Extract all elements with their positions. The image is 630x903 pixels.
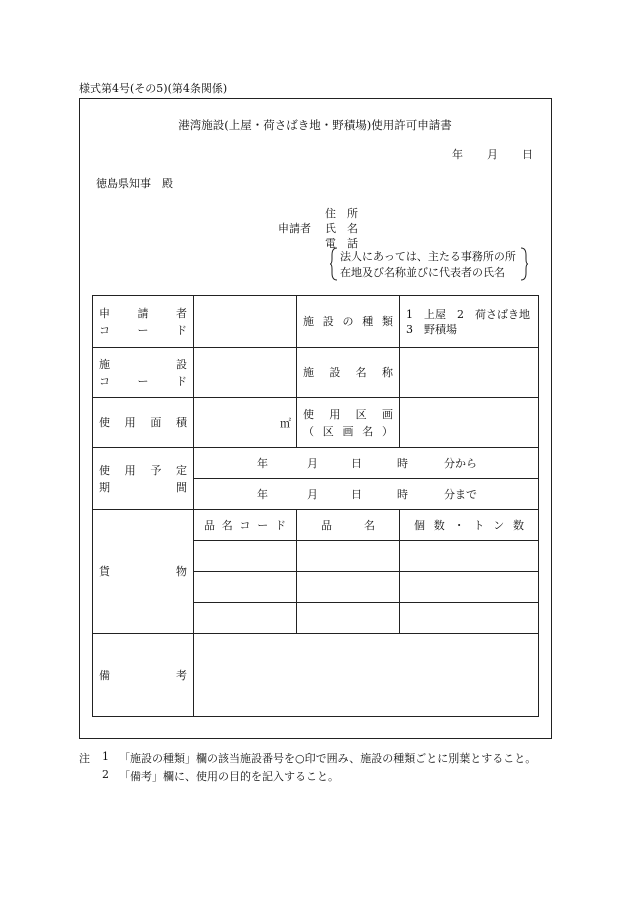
facility-type-opt1: 1 上屋 2 荷さばき地 [406,307,530,321]
facility-name-input[interactable] [400,348,539,398]
section-input[interactable] [400,398,539,448]
cargo-name-cell[interactable] [297,603,400,634]
facility-code-label [93,348,194,398]
cargo-header-code-text: 品 名 コ ー ド [204,518,286,532]
cargo-code-cell[interactable] [194,541,297,572]
section-label [297,398,400,448]
cargo-text: 貨 物 [99,565,187,578]
period-to-day: 日 [351,488,362,501]
period-line2: 期 間 [99,480,187,494]
period-from-hour: 時 [397,457,408,470]
applicant-code-line2: コ ー ド [99,323,187,337]
remarks-input[interactable] [194,634,539,717]
area-label [93,398,194,448]
period-to-hour: 時 [397,488,408,501]
period-from-month: 月 [307,457,318,470]
period-label [93,448,194,510]
form-reference: 様式第4号(その5)(第4条関係) [79,82,228,95]
facility-type-options[interactable] [400,296,539,348]
applicant-phone-label: 電 話 [325,237,358,250]
cargo-label [93,510,194,634]
facility-code-line1: 施 設 [99,357,187,371]
remarks-text: 備 考 [99,668,187,682]
period-to-input[interactable] [194,479,539,510]
facility-code-input[interactable] [194,348,297,398]
area-text: 使 用 面 積 [99,416,187,429]
note-1-number: 1 [102,750,109,763]
addressee: 徳島県知事 殿 [96,177,173,190]
period-from-row [194,455,538,471]
period-to-minute: 分まで [444,488,477,501]
note-prefix: 注 [79,752,90,765]
cargo-code-cell[interactable] [194,603,297,634]
cargo-qty-cell[interactable] [400,572,539,603]
facility-code-line2: コ ー ド [99,374,187,388]
cargo-header-code [194,510,297,541]
applicant-code-input[interactable] [194,296,297,348]
note-2-number: 2 [102,768,109,781]
date-day: 日 [522,148,533,161]
period-to-month: 月 [307,488,318,501]
note-2-text: 「備考」欄に、使用の目的を記入すること。 [119,770,339,783]
cargo-qty-cell[interactable] [400,541,539,572]
applicant-code-label [93,296,194,348]
facility-name-label [297,348,400,398]
applicant-name-label: 氏 名 [325,222,358,235]
cargo-name-cell[interactable] [297,541,400,572]
area-unit: ㎡ [280,416,291,430]
applicant-label: 申請者 [278,222,311,235]
note-1-text: 「施設の種類」欄の該当施設番号を○印で囲み、施設の種類ごとに別葉とすること。 [119,752,537,765]
period-to-row [194,486,538,502]
date-year: 年 [452,148,463,161]
facility-name-text: 施 設 名 称 [303,366,393,379]
period-to-year: 年 [257,488,268,501]
applicant-code-line1: 申 請 者 [99,306,187,320]
facility-type-label [297,296,400,348]
cargo-qty-cell[interactable] [400,603,539,634]
cargo-header-qty-text: 個 数 ・ ト ン 数 [414,518,524,532]
area-input[interactable] [194,398,297,448]
applicant-address-label: 住 所 [325,207,358,220]
corporate-note-bracket [330,247,528,281]
period-from-minute: 分から [444,457,477,470]
period-from-day: 日 [351,457,362,470]
date-month: 月 [487,148,498,161]
cargo-header-qty [400,510,539,541]
cargo-header-name-text: 品 名 [321,518,375,532]
cargo-header-name [297,510,400,541]
period-from-input[interactable] [194,448,539,479]
application-table [92,295,539,717]
corp-note-line1: 法人にあっては、主たる事務所の所 [340,250,516,263]
corp-note-line2: 在地及び名称並びに代表者の氏名 [340,266,505,279]
section-line2: （ 区 画 名 ） [303,424,393,438]
facility-type-text: 施 設 の 種 類 [303,315,393,328]
cargo-code-cell[interactable] [194,572,297,603]
facility-type-opt2: 3 野積場 [406,322,457,336]
section-line1: 使 用 区 画 [303,407,393,421]
cargo-name-cell[interactable] [297,572,400,603]
period-line1: 使 用 予 定 [99,463,187,477]
document-title: 港湾施設(上屋・荷さばき地・野積場)使用許可申請書 [178,118,452,132]
period-from-year: 年 [257,457,268,470]
remarks-label [93,634,194,717]
